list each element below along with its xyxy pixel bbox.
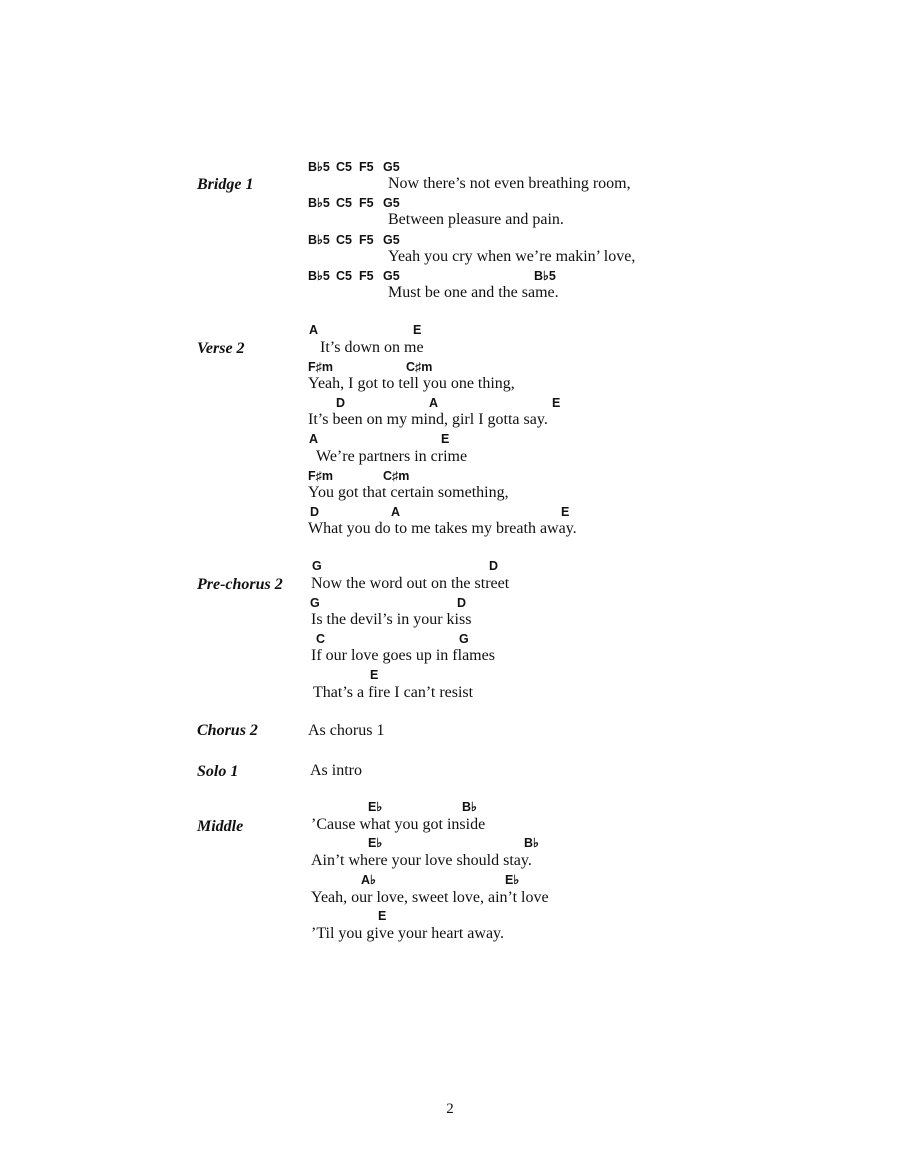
chord: A xyxy=(309,323,319,337)
section-label-solo-1: Solo 1 xyxy=(197,763,239,780)
chord: A xyxy=(391,505,401,519)
section-label-verse-2: Verse 2 xyxy=(197,340,245,357)
chord: B♭ xyxy=(524,836,539,850)
chord: B♭5 xyxy=(308,160,330,174)
lyric-line: ’Til you give your heart away. xyxy=(311,925,504,942)
lyric-line: It’s down on me xyxy=(320,339,424,356)
lyric-line: We’re partners in crime xyxy=(316,448,468,465)
chord: C♯m xyxy=(383,469,410,483)
lyric-line: That’s a fire I can’t resist xyxy=(313,684,474,701)
lyric-line: Between pleasure and pain. xyxy=(388,211,564,228)
section-instruction: As chorus 1 xyxy=(308,722,385,739)
section-instruction: As intro xyxy=(310,762,362,779)
lyric-line: Yeah you cry when we’re makin’ love, xyxy=(388,248,636,265)
chord: E♭ xyxy=(368,836,383,850)
lyric-line: If our love goes up in flames xyxy=(311,647,495,664)
chord: A♭ xyxy=(361,873,376,887)
chord: D xyxy=(310,505,320,519)
chord: C♯m xyxy=(406,360,433,374)
chord: G5 xyxy=(383,269,400,283)
section-label-pre-chorus-2: Pre-chorus 2 xyxy=(197,576,283,593)
chord: D xyxy=(489,559,499,573)
chord: F5 xyxy=(359,160,374,174)
chord: F♯m xyxy=(308,469,333,483)
chord: C5 xyxy=(336,269,352,283)
lyric-line: It’s been on my mind, girl I gotta say. xyxy=(308,411,548,428)
chord: G xyxy=(312,559,322,573)
chord: C5 xyxy=(336,160,352,174)
chord: E xyxy=(370,668,379,682)
lyric-line: Yeah, I got to tell you one thing, xyxy=(308,375,515,392)
chord: G5 xyxy=(383,233,400,247)
lyric-line: Ain’t where your love should stay. xyxy=(311,852,532,869)
chord: G xyxy=(459,632,469,646)
chord: E xyxy=(561,505,570,519)
chord: D xyxy=(457,596,467,610)
chord: E xyxy=(441,432,450,446)
chord: F♯m xyxy=(308,360,333,374)
chord: A xyxy=(309,432,319,446)
section-label-chorus-2: Chorus 2 xyxy=(197,722,258,739)
chord: B♭5 xyxy=(308,269,330,283)
section-label-bridge-1: Bridge 1 xyxy=(197,176,254,193)
chord: C5 xyxy=(336,233,352,247)
chord: E xyxy=(552,396,561,410)
chord: F5 xyxy=(359,269,374,283)
chord: C5 xyxy=(336,196,352,210)
lyric-line: You got that certain something, xyxy=(308,484,509,501)
chord: E♭ xyxy=(368,800,383,814)
lyric-line: Now there’s not even breathing room, xyxy=(388,175,631,192)
chord: B♭ xyxy=(462,800,477,814)
chord: B♭5 xyxy=(308,196,330,210)
chord: E xyxy=(378,909,387,923)
chord: E xyxy=(413,323,422,337)
chord: G5 xyxy=(383,196,400,210)
chord: E♭ xyxy=(505,873,520,887)
chord: G5 xyxy=(383,160,400,174)
chord: G xyxy=(310,596,320,610)
chord: D xyxy=(336,396,346,410)
lyric-line: ’Cause what you got inside xyxy=(311,816,486,833)
chord: C xyxy=(316,632,326,646)
lyric-line: Is the devil’s in your kiss xyxy=(311,611,472,628)
chord: A xyxy=(429,396,439,410)
page-number: 2 xyxy=(446,1101,454,1117)
lyric-line: Must be one and the same. xyxy=(388,284,559,301)
section-label-middle: Middle xyxy=(197,818,244,835)
chord: B♭5 xyxy=(308,233,330,247)
chord: F5 xyxy=(359,196,374,210)
chord: B♭5 xyxy=(534,269,556,283)
lyric-line: What you do to me takes my breath away. xyxy=(308,520,577,537)
chord: F5 xyxy=(359,233,374,247)
lyric-line: Yeah, our love, sweet love, ain’t love xyxy=(311,889,549,906)
lyric-line: Now the word out on the street xyxy=(311,575,510,592)
